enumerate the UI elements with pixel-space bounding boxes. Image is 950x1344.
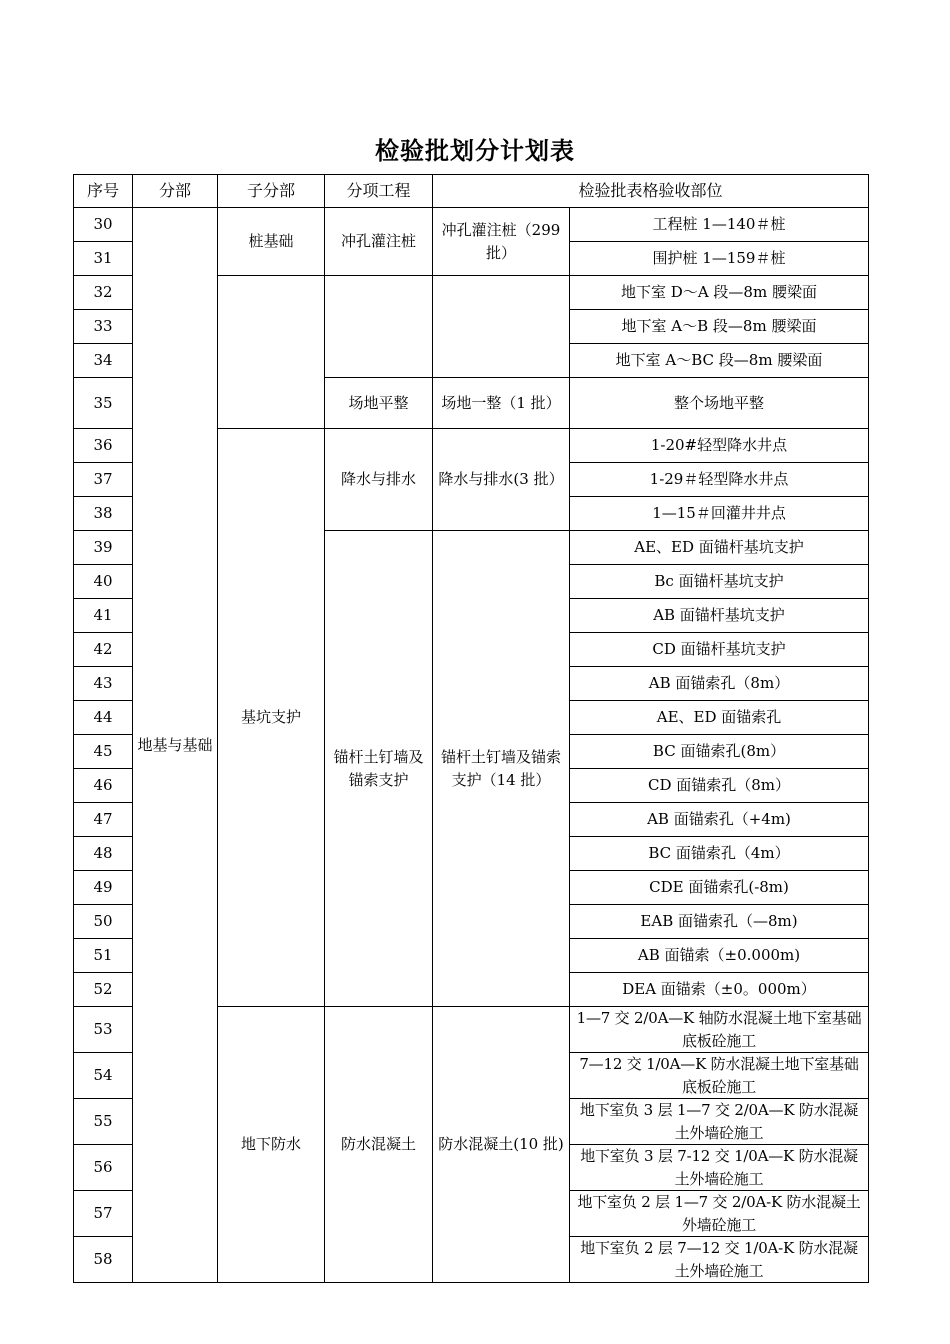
table-row	[74, 208, 869, 242]
row-no: 35	[74, 378, 133, 429]
table-header-row	[74, 175, 869, 208]
row-no: 30	[74, 208, 133, 242]
item-waterproof: 防水混凝土	[325, 1007, 433, 1283]
location-cell: AB 面锚杆基坑支护	[570, 599, 869, 633]
header-item: 分项工程	[325, 175, 433, 208]
location-cell: 围护桩 1—159＃桩	[570, 242, 869, 276]
location-cell: 1-29＃轻型降水井点	[570, 463, 869, 497]
batch-pile: 冲孔灌注桩（299 批）	[433, 208, 570, 276]
row-no: 34	[74, 344, 133, 378]
location-cell: 地下室 A～BC 段—8m 腰梁面	[570, 344, 869, 378]
location-cell: 地下室 A～B 段—8m 腰梁面	[570, 310, 869, 344]
row-no: 41	[74, 599, 133, 633]
location-cell: 地下室负 2 层 1—7 交 2/0A-K 防水混凝土外墙砼施工	[570, 1191, 869, 1237]
row-no: 49	[74, 871, 133, 905]
item-site: 场地平整	[325, 378, 433, 429]
row-no: 53	[74, 1007, 133, 1053]
row-no: 58	[74, 1237, 133, 1283]
row-no: 54	[74, 1053, 133, 1099]
location-cell: AB 面锚索孔（+4m)	[570, 803, 869, 837]
header-division: 分部	[133, 175, 218, 208]
inspection-batch-table	[73, 174, 869, 1283]
row-no: 52	[74, 973, 133, 1007]
batch-anchor: 锚杆土钉墙及锚索支护（14 批）	[433, 531, 570, 1007]
batch-drain: 降水与排水(3 批）	[433, 429, 570, 531]
subdivision-waterproof: 地下防水	[218, 1007, 325, 1283]
row-no: 45	[74, 735, 133, 769]
row-no: 55	[74, 1099, 133, 1145]
location-cell: DEA 面锚索（±0。000m）	[570, 973, 869, 1007]
location-cell: CD 面锚索孔（8m）	[570, 769, 869, 803]
row-no: 37	[74, 463, 133, 497]
location-cell: AB 面锚索孔（8m）	[570, 667, 869, 701]
location-cell: AE、ED 面锚杆基坑支护	[570, 531, 869, 565]
row-no: 47	[74, 803, 133, 837]
location-cell: 7—12 交 1/0A—K 防水混凝土地下室基础底板砼施工	[570, 1053, 869, 1099]
row-no: 43	[74, 667, 133, 701]
subdivision-pile: 桩基础	[218, 208, 325, 276]
batch-waterproof: 防水混凝土(10 批)	[433, 1007, 570, 1283]
location-cell: 1—15＃回灌井井点	[570, 497, 869, 531]
header-subdivision: 子分部	[218, 175, 325, 208]
batch-empty	[433, 276, 570, 378]
row-no: 46	[74, 769, 133, 803]
row-no: 51	[74, 939, 133, 973]
location-cell: CDE 面锚索孔(-8m)	[570, 871, 869, 905]
location-cell: 工程桩 1—140＃桩	[570, 208, 869, 242]
location-cell: 地下室 D～A 段—8m 腰梁面	[570, 276, 869, 310]
location-cell: 1-20#轻型降水井点	[570, 429, 869, 463]
row-no: 39	[74, 531, 133, 565]
item-anchor: 锚杆土钉墙及锚索支护	[325, 531, 433, 1007]
row-no: 42	[74, 633, 133, 667]
division-cell: 地基与基础	[133, 208, 218, 1283]
location-cell: 地下室负 2 层 7—12 交 1/0A-K 防水混凝土外墙砼施工	[570, 1237, 869, 1283]
row-no: 44	[74, 701, 133, 735]
location-cell: 地下室负 3 层 7-12 交 1/0A—K 防水混凝土外墙砼施工	[570, 1145, 869, 1191]
location-cell: 地下室负 3 层 1—7 交 2/0A—K 防水混凝土外墙砼施工	[570, 1099, 869, 1145]
location-cell: Bc 面锚杆基坑支护	[570, 565, 869, 599]
subdivision-empty	[218, 276, 325, 429]
item-pile: 冲孔灌注桩	[325, 208, 433, 276]
batch-site: 场地一整（1 批）	[433, 378, 570, 429]
location-cell: AB 面锚索（±0.000m)	[570, 939, 869, 973]
row-no: 50	[74, 905, 133, 939]
location-cell: 1—7 交 2/0A—K 轴防水混凝土地下室基础底板砼施工	[570, 1007, 869, 1053]
row-no: 56	[74, 1145, 133, 1191]
location-cell: EAB 面锚索孔（—8m)	[570, 905, 869, 939]
location-cell: 整个场地平整	[570, 378, 869, 429]
item-empty	[325, 276, 433, 378]
page-title: 检验批划分计划表	[375, 137, 575, 165]
row-no: 36	[74, 429, 133, 463]
row-no: 32	[74, 276, 133, 310]
row-no: 33	[74, 310, 133, 344]
header-location: 检验批表格验收部位	[433, 175, 869, 208]
row-no: 48	[74, 837, 133, 871]
row-no: 57	[74, 1191, 133, 1237]
row-no: 40	[74, 565, 133, 599]
header-seq: 序号	[74, 175, 133, 208]
location-cell: BC 面锚索孔（4m）	[570, 837, 869, 871]
location-cell: AE、ED 面锚索孔	[570, 701, 869, 735]
location-cell: CD 面锚杆基坑支护	[570, 633, 869, 667]
item-drain: 降水与排水	[325, 429, 433, 531]
row-no: 31	[74, 242, 133, 276]
subdivision-pit: 基坑支护	[218, 429, 325, 1007]
row-no: 38	[74, 497, 133, 531]
location-cell: BC 面锚索孔(8m）	[570, 735, 869, 769]
